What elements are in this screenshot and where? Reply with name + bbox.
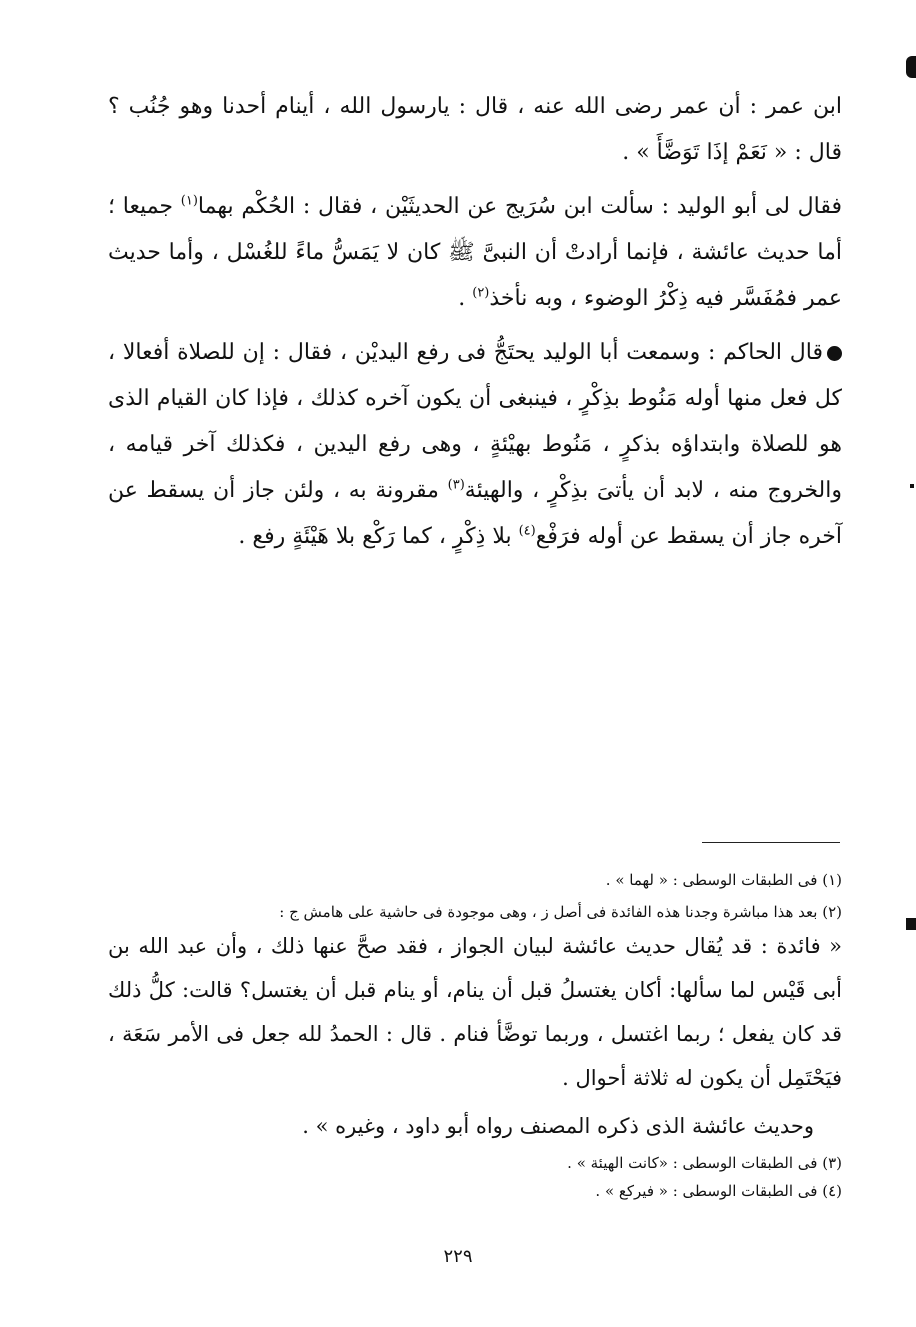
footnote-1: (١) فى الطبقات الوسطى : « لهما » . [605, 871, 842, 889]
footnote-ref-1: (١) [180, 193, 198, 209]
paragraph-2-text-a: فقال لى أبو الوليد : سألت ابن سُرَيج عن الحديثَيْن ، فقال : الحُكْم بهما [197, 194, 842, 219]
page-edge-mark-top [906, 56, 916, 78]
footnote-ref-3: (٣) [447, 477, 465, 493]
footnote-2-body-2: وحديث عائشة الذى ذكره المصنف رواه أبو داود ، وغيره » . [302, 1114, 814, 1138]
paragraph-3-text-a: قال الحاكم : وسمعت أبا الوليد يحتَجُّ فى رفع اليديْن ، فقال : إن للصلاة أفعالا ، كل فعل منها أوله مَنُوط بذِكْرٍ ، فينبغى أن يكون آخره كذلك ، فإذا كان القيام الذى هو للصلاة وابتداؤه بذكرٍ ، مَنُوط بهيْئةٍ ، وهى رفع اليدين ، فكذلك آخر قيامه ، والخروج منه ، لابد أن يأتىَ بذِكْرٍ ، والهيئة [108, 340, 842, 503]
footnotes-bottom [108, 1151, 842, 1203]
footnote-2-body: « فائدة : قد يُقال حديث عائشة لبيان الجواز ، فقد صحَّ عنها ذلك ، وأن عبد الله بن أبى قَيْس لما سألها: أكان يغتسلُ قبل أن ينام، أو ينام قبل أن يغتسل؟ قالت: كلُّ ذلك قد كان يفعل ؛ ربما اغتسل ، وربما توضَّأ فنام . قال : الحمدُ لله جعل فى الأمر سَعَة ، فيَحْتَمِل أن يكون له ثلاثة أحوال . [108, 934, 842, 1090]
footnote-2: (٢) بعد هذا مباشرة وجدنا هذه الفائدة فى أصل ز ، وهى موجودة فى حاشية على هامش ج : [279, 903, 842, 921]
paragraph-2-text-b: جميعا ؛ أما حديث عائشة ، فإنما أرادتْ أن النبىَّ ﷺ كان لا يَمَسُّ ماءً للغُسْل ، وأما حديث عمر فمُفَسَّر فيه ذِكْرُ الوضوء ، وبه نأخذ [108, 194, 842, 311]
paragraph-2 [108, 184, 842, 322]
page-edge-mark-middle [910, 484, 914, 488]
main-text [108, 84, 842, 560]
page-number: ٢٢٩ [443, 1246, 473, 1267]
footnote-separator [702, 842, 840, 843]
footnote-3: (٣) فى الطبقات الوسطى : «كانت الهيئة » . [567, 1154, 842, 1172]
footnotes-top [108, 864, 842, 1148]
footnote-ref-4: (٤) [518, 523, 536, 539]
paragraph-1-text: ابن عمر : أن عمر رضى الله عنه ، قال : يارسول الله ، أينام أحدنا وهو جُنُب ؟ قال : « نَعَمْ إذَا تَوَضَّأَ » . [108, 94, 842, 165]
page-edge-mark-lower [906, 918, 916, 930]
bullet-icon [827, 346, 842, 361]
paragraph-3-text-b: مقرونة به ، ولئن جاز أن يسقط عن آخره جاز أن يسقط عن أوله فرَفْع [108, 478, 842, 549]
footnote-4: (٤) فى الطبقات الوسطى : « فيركع » . [595, 1182, 842, 1200]
paragraph-3-text-c: بلا ذِكْرٍ ، كما رَكْع بلا هَيْئَةٍ رفع . [238, 524, 519, 549]
paragraph-2-text-c: . [458, 286, 473, 311]
paragraph-1 [108, 84, 842, 176]
paragraph-3 [108, 330, 842, 560]
footnote-ref-2: (٢) [472, 285, 490, 301]
